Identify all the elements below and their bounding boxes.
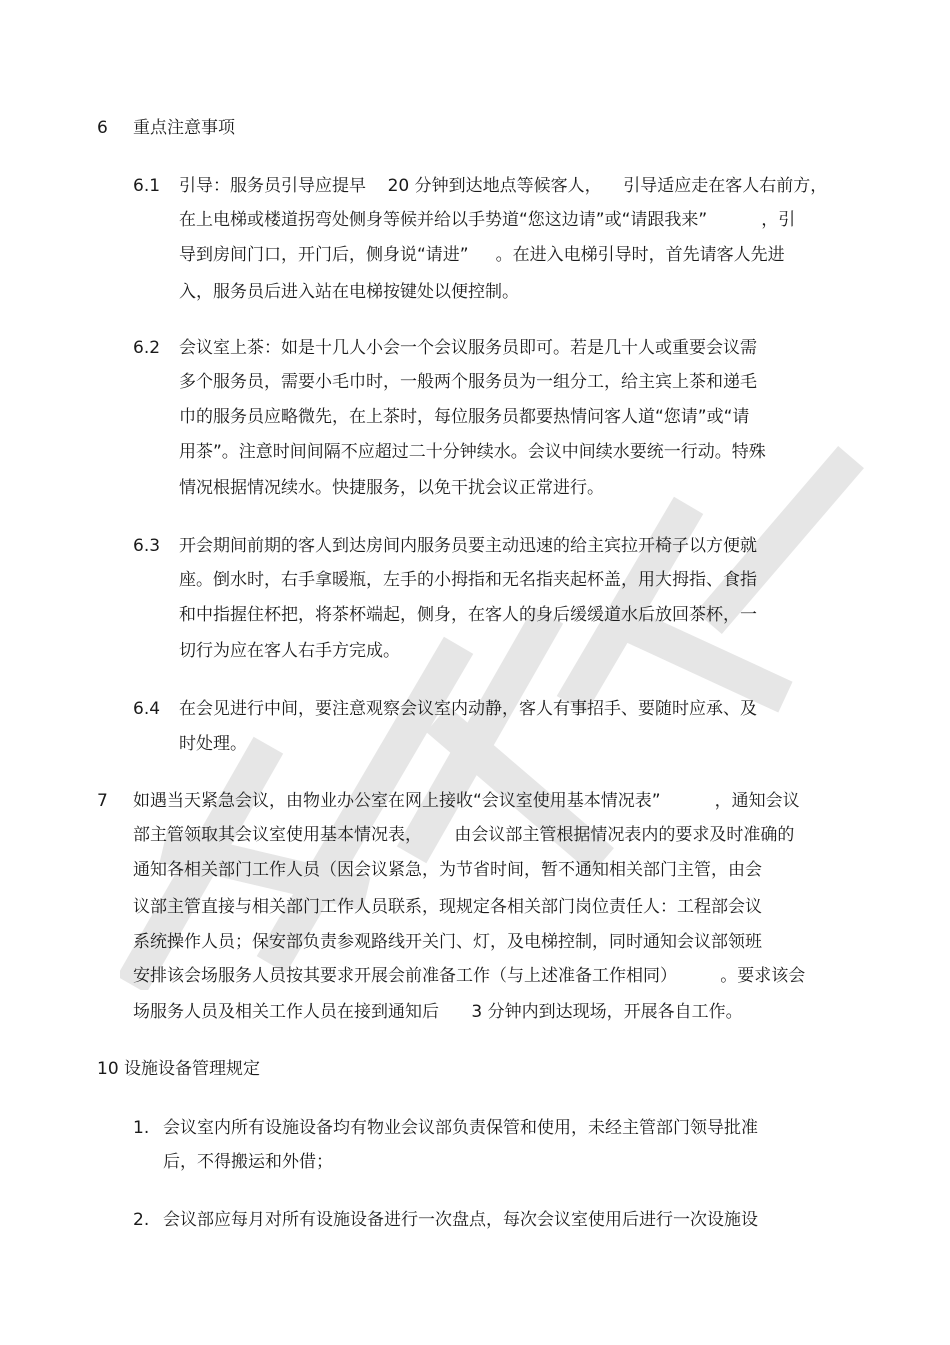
paragraph-line: 时处理。: [179, 734, 247, 754]
item-number: 6.3: [133, 536, 161, 556]
paragraph-line: 如遇当天紧急会议，由物业办公室在网上接收“会议室使用基本情况表” ，通知会议: [133, 791, 800, 811]
paragraph-line: 引导：服务员引导应提早 20 分钟到达地点等候客人， 引导适应走在客人右前方，: [179, 176, 828, 196]
paragraph-line: 会议室上茶：如是十几人小会一个会议服务员即可。若是几十人或重要会议需: [179, 338, 757, 358]
paragraph-line: 巾的服务员应略微先，在上茶时，每位服务员都要热情问客人道“您请”或“请: [179, 407, 750, 427]
paragraph-line: 场服务人员及相关工作人员在接到通知后 3 分钟内到达现场，开展各自工作。: [133, 1002, 743, 1022]
paragraph-line: 多个服务员，需要小毛巾时，一般两个服务员为一组分工，给主宾上茶和递毛: [179, 372, 757, 392]
item-number: 6.1: [133, 176, 161, 196]
paragraph-line: 后，不得搬运和外借；: [163, 1152, 333, 1172]
section-10-title: 10 设施设备管理规定: [97, 1059, 261, 1079]
paragraph-line: 会议室内所有设施设备均有物业会议部负责保管和使用，未经主管部门领导批准: [163, 1118, 758, 1138]
paragraph-line: 部主管领取其会议室使用基本情况表， 由会议部主管根据情况表内的要求及时准确的: [133, 825, 795, 845]
section-7-number: 7: [97, 791, 108, 811]
paragraph-line: 开会期间前期的客人到达房间内服务员要主动迅速的给主宾拉开椅子以方便就: [179, 536, 757, 556]
list-item-number: 1.: [133, 1118, 150, 1138]
paragraph-line: 通知各相关部门工作人员（因会议紧急，为节省时间，暂不通知相关部门主管，由会: [133, 860, 762, 880]
paragraph-line: 在上电梯或楼道拐弯处侧身等候并给以手势道“您这边请”或“请跟我来” ，引: [179, 210, 796, 230]
paragraph-line: 切行为应在客人右手方完成。: [179, 641, 400, 661]
paragraph-line: 系统操作人员；保安部负责参观路线开关门、灯，及电梯控制，同时通知会议部领班: [133, 932, 762, 952]
paragraph-line: 导到房间门口，开门后，侧身说“请进” 。在进入电梯引导时，首先请客人先进: [179, 245, 785, 265]
item-number: 6.4: [133, 699, 161, 719]
paragraph-line: 会议部应每月对所有设施设备进行一次盘点，每次会议室使用后进行一次设施设: [163, 1210, 758, 1230]
list-item-number: 2.: [133, 1210, 150, 1230]
paragraph-line: 在会见进行中间，要注意观察会议室内动静，客人有事招手、要随时应承、及: [179, 699, 757, 719]
paragraph-line: 用茶”。注意时间间隔不应超过二十分钟续水。会议中间续水要统一行动。特殊: [179, 442, 766, 462]
section-6-title: 重点注意事项: [133, 118, 235, 138]
paragraph-line: 安排该会场服务人员按其要求开展会前准备工作（与上述准备工作相同） 。要求该会: [133, 966, 806, 986]
paragraph-line: 情况根据情况续水。快捷服务，以免干扰会议正常进行。: [179, 478, 604, 498]
section-6-number: 6: [97, 118, 108, 138]
item-number: 6.2: [133, 338, 161, 358]
paragraph-line: 和中指握住杯把，将茶杯端起，侧身，在客人的身后缓缓道水后放回茶杯，一: [179, 605, 757, 625]
paragraph-line: 入，服务员后进入站在电梯按键处以便控制。: [179, 282, 519, 302]
paragraph-line: 议部主管直接与相关部门工作人员联系，现规定各相关部门岗位责任人：工程部会议: [133, 897, 762, 917]
paragraph-line: 座。倒水时，右手拿暖瓶，左手的小拇指和无名指夹起杯盖，用大拇指、食指: [179, 570, 757, 590]
